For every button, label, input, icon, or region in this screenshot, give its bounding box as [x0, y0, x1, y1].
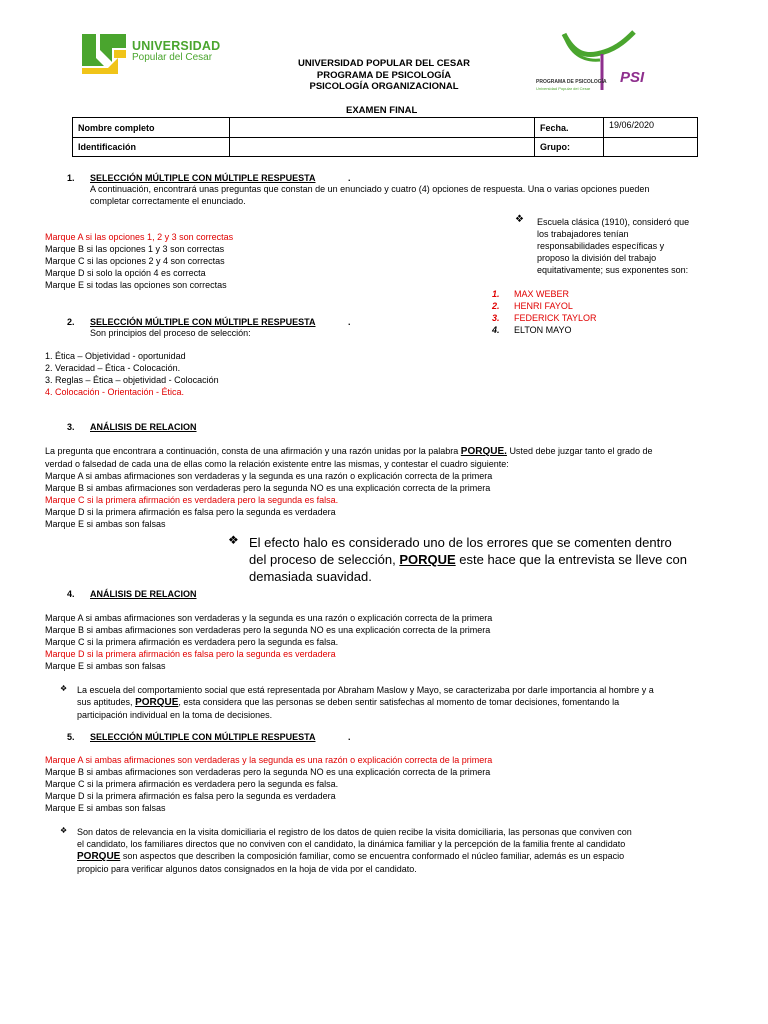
section-3-porque: PORQUE.: [460, 446, 507, 457]
section-5-question-porque: PORQUE: [77, 851, 121, 862]
section-5-title: SELECCIÓN MÚLTIPLE CON MÚLTIPLE RESPUESTA: [90, 732, 316, 742]
section-5-option-c: Marque C si la primera afirmación es verdadera pero la segunda es falsa.: [45, 779, 339, 789]
psi-logo-line2: Universidad Popular del Cesar: [536, 86, 591, 91]
answer-item: 1. MAX WEBER: [492, 289, 570, 299]
section-5-question-line1: Son datos de relevancia en la visita domiciliaria el registro de los datos de quien recibe la visita domiciliaria, las personas que conviven con: [77, 827, 632, 837]
section-2-title: SELECCIÓN MÚLTIPLE CON MÚLTIPLE RESPUESTA: [90, 317, 316, 327]
section-1-intro-line2: completar correctamente el enunciado.: [90, 196, 246, 206]
bullet-diamond-icon: ❖: [60, 826, 68, 835]
bullet-diamond-icon: ❖: [60, 684, 68, 693]
section-5-option-d: Marque D si la primera afirmación es falsa pero la segunda es verdadera: [45, 791, 336, 801]
section-3-option-d: Marque D si la primera afirmación es falsa pero la segunda es verdadera: [45, 507, 336, 517]
section-1-options: [45, 231, 233, 291]
student-info-table: [72, 117, 698, 157]
section-3-number: 3.: [67, 422, 75, 432]
section-2-heading: 2. SELECCIÓN MÚLTIPLE CON MÚLTIPLE RESPUESTA .: [67, 317, 351, 327]
section-1-question-line1: Escuela clásica (1910), consideró que: [537, 217, 690, 227]
answer-item: 2. HENRI FAYOL: [492, 301, 573, 311]
section-3-option-e: Marque E si ambas son falsas: [45, 519, 166, 529]
section-1-answers: [492, 288, 692, 336]
section-4-question: [77, 684, 723, 721]
title-program: PROGRAMA DE PSICOLOGÍA: [316, 69, 452, 81]
section-1-title: SELECCIÓN MÚLTIPLE CON MÚLTIPLE RESPUESTA: [90, 173, 316, 183]
section-1-question-line2: los trabajadores tenían: [537, 229, 629, 239]
section-4-heading: [67, 588, 367, 600]
section-5-heading: 5. SELECCIÓN MÚLTIPLE CON MÚLTIPLE RESPUESTA .: [67, 732, 351, 742]
id-field[interactable]: [230, 138, 535, 157]
section-2-item-1: 1. Ética – Objetividad - oportunidad: [45, 351, 186, 361]
section-1-question-line3: responsabilidades específicas y: [537, 241, 665, 251]
section-5-question-line4: propicio para verificar algunos datos consignados en la hoja de vida por el candidato.: [77, 864, 417, 874]
section-4-number: 4.: [67, 589, 75, 599]
section-1-option-e: Marque E si todas las opciones son correctas: [45, 280, 227, 290]
section-4-option-a: Marque A si ambas afirmaciones son verdaderas y la segunda es una razón o explicación correcta de la primera: [45, 613, 493, 623]
section-3-body: [45, 445, 725, 530]
section-5-option-e: Marque E si ambas son falsas: [45, 803, 166, 813]
group-field[interactable]: [604, 138, 698, 157]
section-4-question-line1: La escuela del comportamiento social que está representada por Abraham Maslow y Mayo, se caracterizaba por darle importancia al hombre y a: [77, 685, 654, 695]
bullet-diamond-icon: ❖: [515, 214, 524, 225]
section-3-question-porque: PORQUE: [399, 552, 456, 567]
section-4-question-line3: participación individual en la toma de decisiones.: [77, 710, 273, 720]
section-3-text-line2: verdad o falsedad de cada una de ellas como la relación existente entre las mismas, y contestar el cuadro siguiente:: [45, 459, 509, 469]
psychology-program-logo: [534, 28, 652, 96]
name-label: Nombre completo: [73, 118, 230, 138]
section-3-question-line2-before: del proceso de selección,: [249, 552, 396, 567]
section-1-option-a: Marque A si las opciones 1, 2 y 3 son correctas: [45, 232, 234, 242]
answer-item: 3. FEDERICK TAYLOR: [492, 313, 597, 323]
psi-logo-mark: PSI: [620, 69, 645, 86]
section-2-number: 2.: [67, 317, 75, 327]
section-2-item-2: 2. Veracidad – Ética - Colocación.: [45, 363, 181, 373]
section-1-number: 1.: [67, 173, 75, 183]
section-5-option-b: Marque B si ambas afirmaciones son verdaderas pero la segunda NO es una explicación correcta de la primera: [45, 767, 491, 777]
section-1-option-d: Marque D si solo la opción 4 es correcta: [45, 268, 206, 278]
section-3-option-b: Marque B si ambas afirmaciones son verdaderas pero la segunda NO es una explicación correcta de la primera: [45, 483, 491, 493]
answer-item: 4. ELTON MAYO: [492, 325, 572, 335]
section-3-question-line1: El efecto halo es considerado uno de los errores que se comenten dentro: [249, 535, 672, 550]
section-4-question-line2-before: sus aptitudes,: [77, 697, 133, 707]
section-5-options: [45, 754, 492, 814]
section-4-question-line2-after: , esta considera que las personas se deben sentir satisfechas al momento de tomar decisiones, fomentando la: [178, 697, 620, 707]
group-label: Grupo:: [535, 138, 604, 157]
university-logo-line1: UNIVERSIDAD: [132, 39, 221, 53]
date-field[interactable]: 19/06/2020: [604, 118, 698, 138]
section-1-intro: [90, 183, 720, 207]
university-logo: [78, 28, 228, 80]
university-logo-mark-icon: [78, 28, 130, 80]
section-5-option-a: Marque A si ambas afirmaciones son verdaderas y la segunda es una razón o explicación correcta de la primera: [45, 755, 493, 765]
section-3-text-before: La pregunta que encontrara a continuación, consta de una afirmación y una razón unidas por la palabra: [45, 446, 459, 456]
id-label: Identificación: [73, 138, 230, 157]
section-5-question-line3-after: son aspectos que describen la composición familiar, como se encuentra conformado el núcleo familiar, además es un espacio: [122, 851, 625, 861]
section-2-item-4: 4. Colocación - Orientación - Ética.: [45, 387, 185, 397]
university-logo-line2: Popular del Cesar: [132, 52, 213, 63]
section-3-option-a: Marque A si ambas afirmaciones son verdaderas y la segunda es una razón o explicación correcta de la primera: [45, 471, 493, 481]
section-2-items: [45, 350, 219, 398]
section-3-question-line2-after: este hace que la entrevista se lleve con: [459, 552, 687, 567]
psi-logo-line1: PROGRAMA DE PSICOLOGÍA: [536, 79, 607, 85]
document-titles: [230, 58, 538, 93]
title-university: UNIVERSIDAD POPULAR DEL CESAR: [298, 58, 470, 69]
section-1-option-c: Marque C si las opciones 2 y 4 son correctas: [45, 256, 225, 266]
section-1-heading: 1. SELECCIÓN MÚLTIPLE CON MÚLTIPLE RESPUESTA .: [67, 173, 351, 183]
section-3-question: [249, 534, 719, 585]
section-4-option-b: Marque B si ambas afirmaciones son verdaderas pero la segunda NO es una explicación correcta de la primera: [45, 625, 491, 635]
section-5-number: 5.: [67, 732, 75, 742]
section-4-question-porque: PORQUE: [135, 697, 179, 708]
section-5-question-line2: el candidato, los familiares directos que no conviven con el candidato, la dinámica familiar y la percepción de la familia frente al candidato: [77, 839, 626, 849]
section-3-text-after: Usted debe juzgar tanto el grado de: [509, 446, 653, 456]
section-1-option-b: Marque B si las opciones 1 y 3 son correctas: [45, 244, 225, 254]
section-4-option-e: Marque E si ambas son falsas: [45, 661, 166, 671]
section-3-question-line3: demasiada suavidad.: [249, 569, 372, 584]
exam-title: EXAMEN FINAL: [346, 105, 418, 116]
date-label: Fecha.: [535, 118, 604, 138]
section-1-intro-line1: A continuación, encontrará unas preguntas que constan de un enunciado y cuatro (4) opciones de respuesta. Una o varias opciones pueden: [90, 184, 650, 194]
section-3-title: ANÁLISIS DE RELACION: [90, 422, 197, 432]
section-3-option-c: Marque C si la primera afirmación es verdadera pero la segunda es falsa.: [45, 495, 339, 505]
section-4-title: ANÁLISIS DE RELACION: [90, 589, 197, 599]
name-field[interactable]: [230, 118, 535, 138]
section-4-option-d: Marque D si la primera afirmación es falsa pero la segunda es verdadera: [45, 649, 336, 659]
section-5-question: [77, 826, 727, 875]
section-4-option-c: Marque C si la primera afirmación es verdadera pero la segunda es falsa.: [45, 637, 339, 647]
section-4-options: [45, 612, 492, 672]
title-course: PSICOLOGÍA ORGANIZACIONAL: [309, 81, 459, 92]
section-2-intro: Son principios del proceso de selección:: [90, 328, 251, 338]
section-1-question-line5: equitativamente; sus exponentes son:: [537, 265, 689, 275]
section-1-question-line4: proposo la división del trabajo: [537, 253, 657, 263]
section-3-heading: [67, 421, 367, 433]
section-2-item-3: 3. Reglas – Ética – objetividad - Colocación: [45, 375, 219, 385]
section-1-question: [537, 216, 707, 276]
bullet-diamond-icon: ❖: [228, 533, 239, 547]
